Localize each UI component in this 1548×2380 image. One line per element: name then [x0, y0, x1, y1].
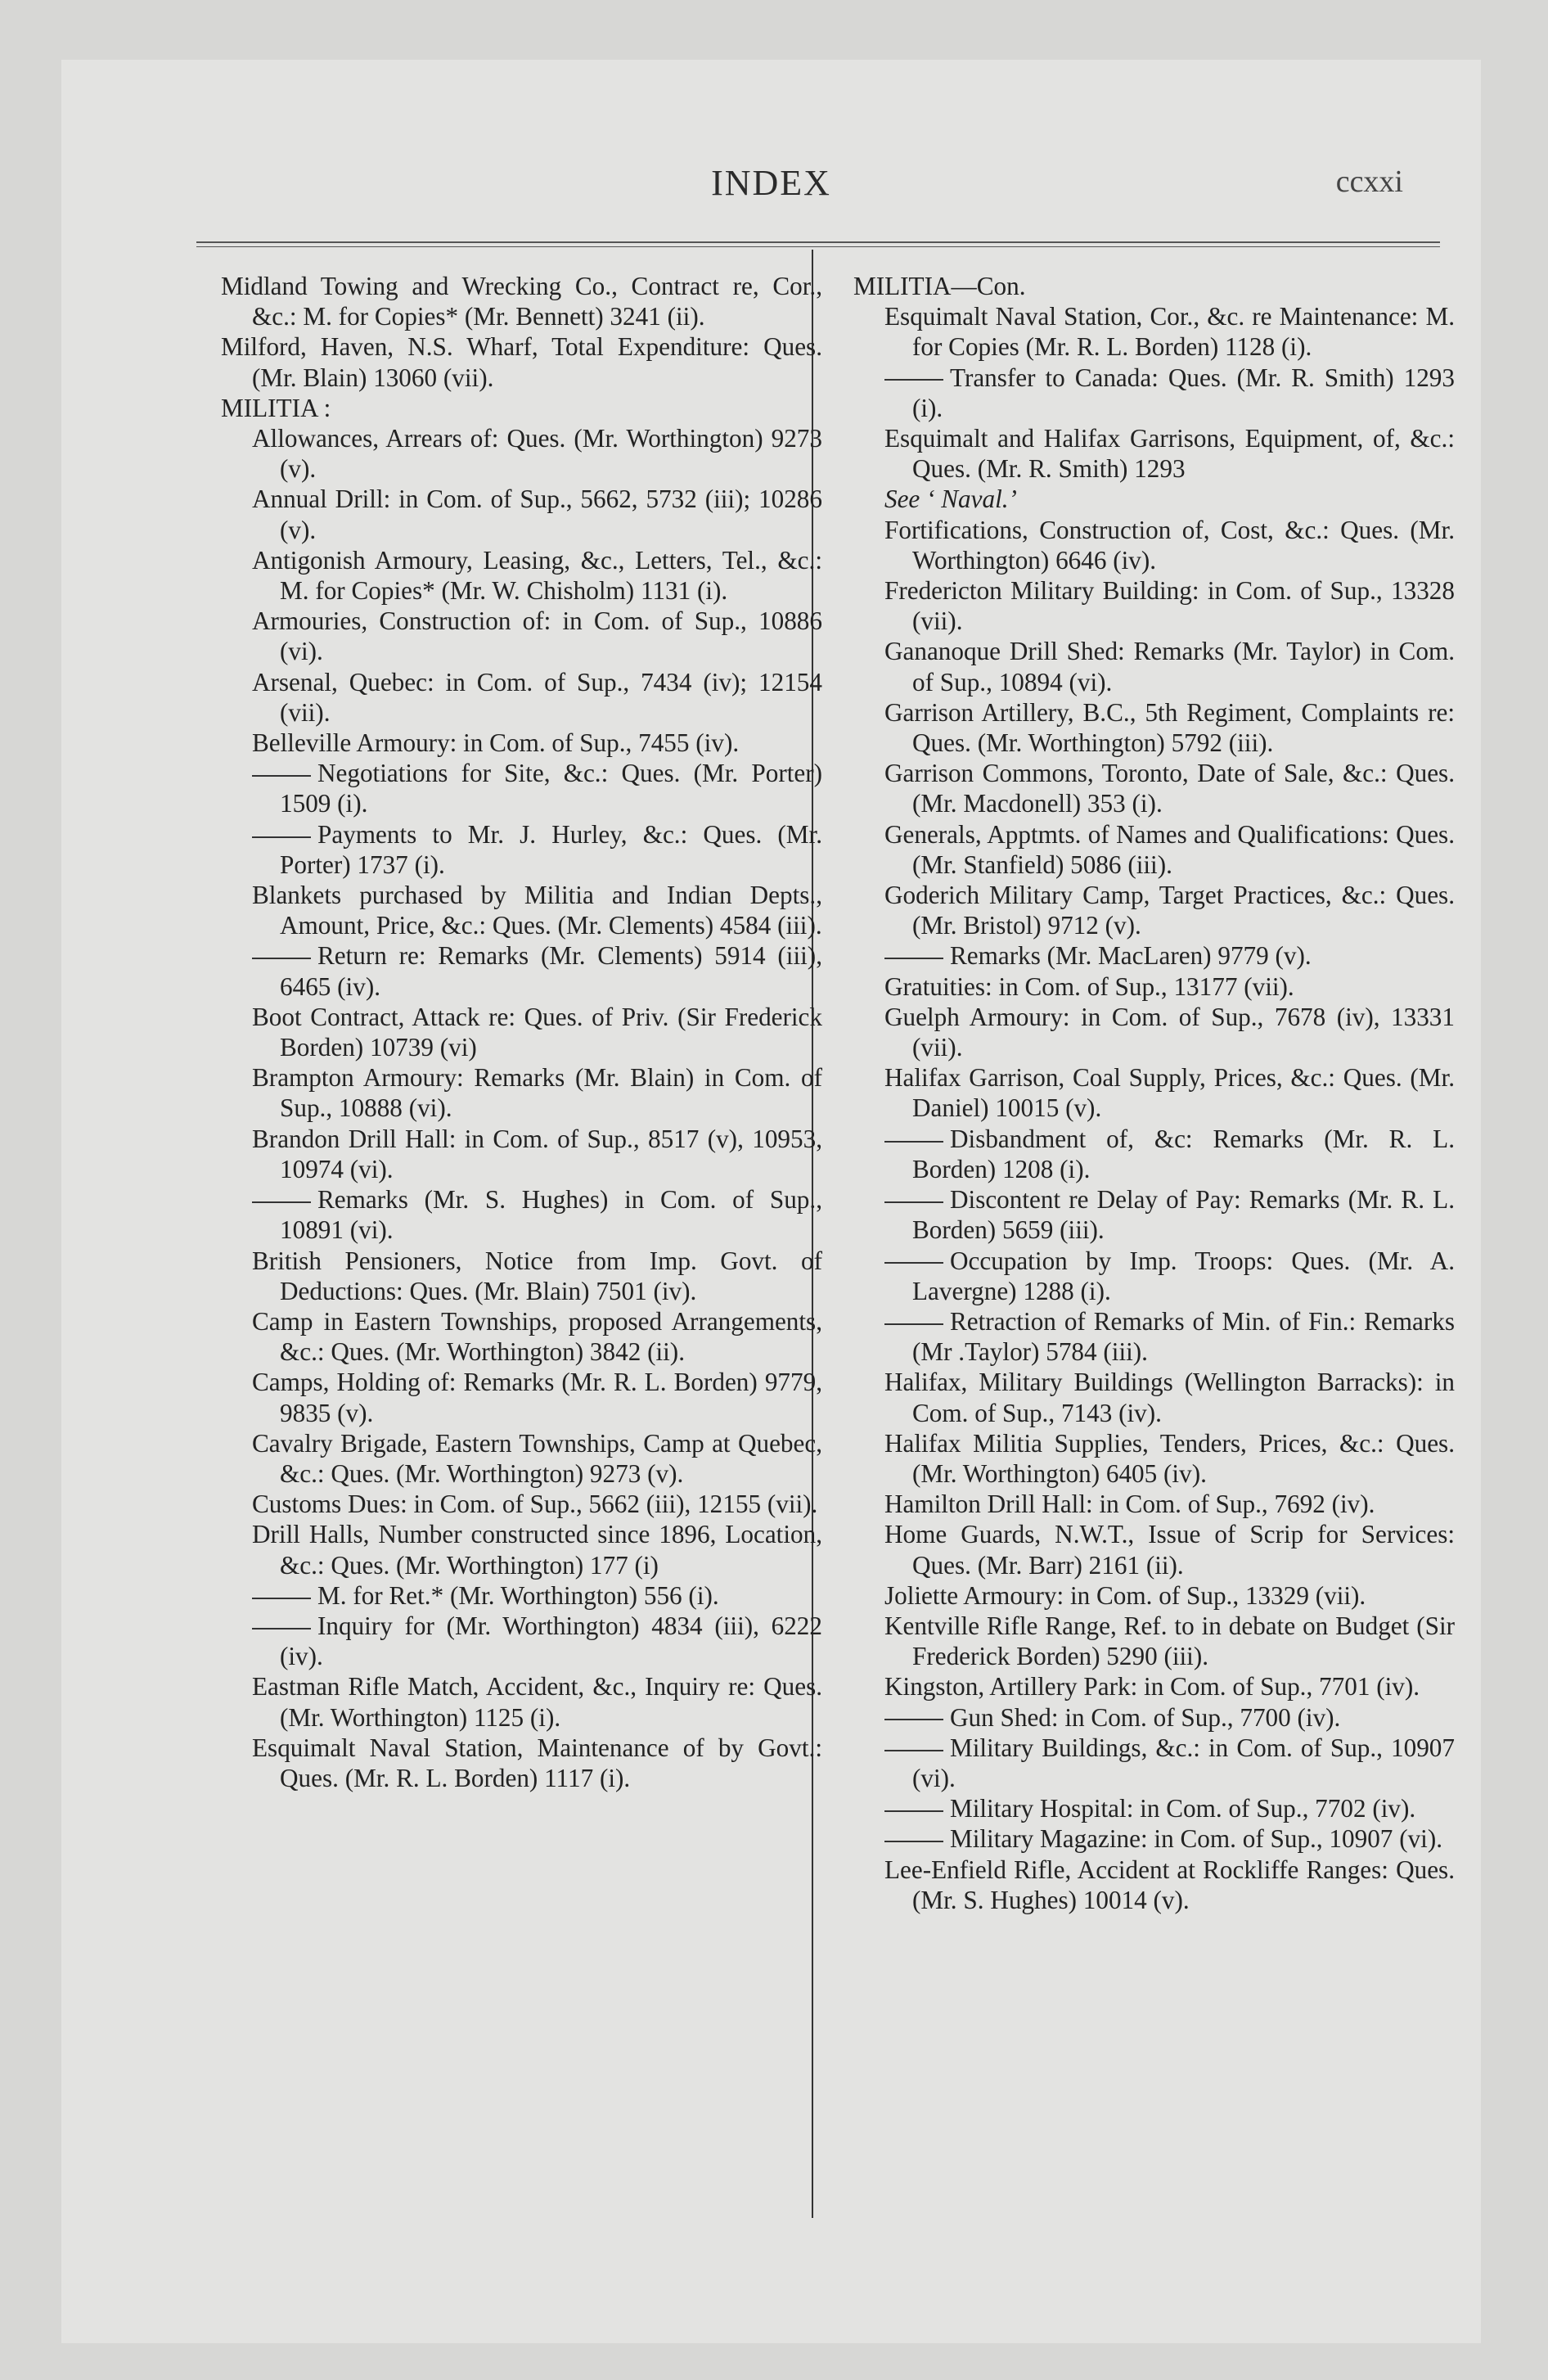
entry-text: Antigonish Armoury, Leasing, &c., Letters, Tel., &c.: M. for Copies* (Mr. W. Chisholm) 1131 (i).	[252, 545, 822, 606]
entry-text: Annual Drill: in Com. of Sup., 5662, 5732 (iii); 10286 (v).	[252, 485, 822, 544]
entry-text: Disbandment of, &c: Remarks (Mr. R. L. Borden) 1208 (i).	[912, 1124, 1455, 1183]
entry-text: Military Buildings, &c.: in Com. of Sup., 10907 (vi).	[912, 1733, 1455, 1792]
index-subentry-continued	[221, 940, 822, 1001]
index-subentry	[221, 1671, 822, 1732]
index-subentry	[221, 880, 822, 940]
index-subentry-continued	[221, 1580, 822, 1611]
entry-text: Kentville Rifle Range, Ref. to in debate on Budget (Sir Frederick Borden) 5290 (iii).	[884, 1611, 1455, 1671]
index-subentry	[853, 423, 1455, 484]
entry-text: Hamilton Drill Hall: in Com. of Sup., 7692 (iv).	[884, 1490, 1375, 1519]
entry-text: Guelph Armoury: in Com. of Sup., 7678 (iv), 13331 (vii).	[884, 1002, 1455, 1062]
entry-text: Esquimalt Naval Station, Cor., &c. re Maintenance: M. for Copies (Mr. R. L. Borden) 1128 (i).	[884, 302, 1455, 362]
entry-text: See ‘ Naval.’	[884, 485, 1017, 514]
entry-text: Customs Dues: in Com. of Sup., 5662 (iii), 12155 (vii).	[252, 1490, 818, 1519]
index-subentry	[853, 1367, 1455, 1427]
entry-text: Milford, Haven, N.S. Wharf, Total Expenditure: Ques. (Mr. Blain) 13060 (vii).	[221, 332, 822, 392]
index-entry	[221, 331, 822, 392]
ditto-dash	[884, 1750, 943, 1751]
index-subentry-continued	[853, 1124, 1455, 1184]
index-subentry	[853, 1062, 1455, 1123]
index-subentry	[853, 880, 1455, 940]
index-subentry	[853, 575, 1455, 636]
index-subentry	[853, 1855, 1455, 1915]
entry-text: Camp in Eastern Townships, proposed Arrangements, &c.: Ques. (Mr. Worthington) 3842 (ii).	[252, 1306, 822, 1367]
entry-text: MILITIA—Con.	[853, 272, 1026, 300]
entry-text: Arsenal, Quebec: in Com. of Sup., 7434 (iv); 12154 (vii).	[252, 667, 822, 727]
entry-text: Occupation by Imp. Troops: Ques. (Mr. A. Lavergne) 1288 (i).	[912, 1246, 1455, 1305]
entry-text: Joliette Armoury: in Com. of Sup., 13329 (vii).	[884, 1580, 1366, 1610]
left-column	[221, 271, 822, 1793]
index-subentry-continued	[221, 1184, 822, 1245]
ditto-dash	[884, 1201, 943, 1203]
index-subentry-continued	[853, 1306, 1455, 1367]
section-heading	[853, 271, 1455, 301]
index-subentry	[221, 606, 822, 666]
entry-text: Retraction of Remarks of Min. of Fin.: Remarks (Mr .Taylor) 5784 (iii).	[912, 1306, 1455, 1367]
index-subentry	[221, 1062, 822, 1123]
index-page	[61, 60, 1481, 2343]
entry-text: Inquiry for (Mr. Worthington) 4834 (iii), 6222 (iv).	[280, 1611, 822, 1671]
index-subentry	[221, 1306, 822, 1367]
index-subentry	[221, 1489, 822, 1519]
ditto-dash	[884, 1810, 943, 1812]
index-subentry	[853, 758, 1455, 818]
entry-text: Fortifications, Construction of, Cost, &c.: Ques. (Mr. Worthington) 6646 (iv).	[884, 515, 1455, 575]
entry-text: Gun Shed: in Com. of Sup., 7700 (iv).	[950, 1702, 1341, 1732]
ditto-dash	[252, 1628, 311, 1629]
section-heading	[221, 393, 822, 423]
index-subentry	[853, 515, 1455, 575]
entry-text: Eastman Rifle Match, Accident, &c., Inquiry re: Ques. (Mr. Worthington) 1125 (i).	[252, 1672, 822, 1732]
entry-text: Garrison Commons, Toronto, Date of Sale, &c.: Ques. (Mr. Macdonell) 353 (i).	[884, 759, 1455, 818]
ditto-dash	[884, 958, 943, 959]
entry-text: Remarks (Mr. S. Hughes) in Com. of Sup., 10891 (vi).	[280, 1185, 822, 1245]
entry-text: Esquimalt Naval Station, Maintenance of by Govt.: Ques. (Mr. R. L. Borden) 1117 (i).	[252, 1733, 822, 1792]
index-subentry-continued	[221, 819, 822, 880]
header-rule-thin	[196, 246, 1440, 247]
page-number: ccxxi	[1335, 165, 1403, 199]
page-header	[61, 162, 1481, 211]
index-subentry-continued	[853, 1246, 1455, 1306]
entry-text: Halifax Garrison, Coal Supply, Prices, &c.: Ques. (Mr. Daniel) 10015 (v).	[884, 1063, 1455, 1123]
index-subentry	[221, 1367, 822, 1427]
entry-text: Gratuities: in Com. of Sup., 13177 (vii).	[884, 971, 1294, 1001]
index-subentry	[221, 1733, 822, 1793]
ditto-dash	[884, 1141, 943, 1143]
index-subentry	[221, 1246, 822, 1306]
entry-text: Negotiations for Site, &c.: Ques. (Mr. Porter) 1509 (i).	[280, 759, 822, 818]
entry-text: Military Hospital: in Com. of Sup., 7702 (iv).	[950, 1794, 1416, 1823]
ditto-dash	[884, 1841, 943, 1842]
index-subentry-continued	[853, 1733, 1455, 1793]
index-entry	[221, 271, 822, 331]
index-subentry	[853, 971, 1455, 1002]
page-title: INDEX	[711, 163, 831, 203]
ditto-dash	[884, 379, 943, 381]
entry-text: Midland Towing and Wrecking Co., Contract re, Cor., &c.: M. for Copies* (Mr. Bennett) 3241 (ii).	[221, 272, 822, 331]
index-subentry	[853, 636, 1455, 696]
entry-text: British Pensioners, Notice from Imp. Govt. of Deductions: Ques. (Mr. Blain) 7501 (iv).	[252, 1246, 822, 1305]
ditto-dash	[252, 775, 311, 777]
entry-text: Blankets purchased by Militia and Indian Depts., Amount, Price, &c.: Ques. (Mr. Clements) 4584 (iii).	[252, 881, 822, 940]
header-rule	[196, 241, 1440, 243]
entry-text: Halifax Militia Supplies, Tenders, Prices, &c.: Ques. (Mr. Worthington) 6405 (iv).	[884, 1428, 1455, 1488]
entry-text: Fredericton Military Building: in Com. of Sup., 13328 (vii).	[884, 576, 1455, 636]
index-subentry	[853, 697, 1455, 758]
index-subentry	[221, 1519, 822, 1580]
entry-text: Brampton Armoury: Remarks (Mr. Blain) in Com. of Sup., 10888 (vi).	[252, 1063, 822, 1123]
entry-text: Drill Halls, Number constructed since 1896, Location, &c.: Ques. (Mr. Worthington) 177 (i)	[252, 1520, 822, 1580]
entry-text: Camps, Holding of: Remarks (Mr. R. L. Borden) 9779, 9835 (v).	[252, 1368, 822, 1427]
index-subentry-continued	[853, 1184, 1455, 1245]
ditto-dash	[252, 958, 311, 959]
entry-text: M. for Ret.* (Mr. Worthington) 556 (i).	[317, 1580, 719, 1610]
index-subentry	[853, 1519, 1455, 1580]
entry-text: Boot Contract, Attack re: Ques. of Priv. (Sir Frederick Borden) 10739 (vi)	[252, 1002, 822, 1062]
index-subentry-continued	[221, 758, 822, 818]
index-subentry	[853, 1580, 1455, 1611]
index-subentry	[221, 423, 822, 484]
entry-text: Goderich Military Camp, Target Practices, &c.: Ques. (Mr. Bristol) 9712 (v).	[884, 881, 1455, 940]
index-subentry	[853, 301, 1455, 362]
ditto-dash	[884, 1262, 943, 1264]
index-subentry-continued	[221, 1611, 822, 1671]
index-subentry	[853, 819, 1455, 880]
entry-text: Allowances, Arrears of: Ques. (Mr. Worthington) 9273 (v).	[252, 424, 822, 484]
ditto-dash	[252, 1201, 311, 1203]
right-column	[853, 271, 1455, 1915]
ditto-dash	[884, 1719, 943, 1720]
index-subentry	[221, 728, 822, 758]
entry-text: Halifax, Military Buildings (Wellington Barracks): in Com. of Sup., 7143 (iv).	[884, 1368, 1455, 1427]
index-subentry	[221, 484, 822, 544]
entry-text: Discontent re Delay of Pay: Remarks (Mr. R. L. Borden) 5659 (iii).	[912, 1185, 1455, 1245]
entry-text: Gananoque Drill Shed: Remarks (Mr. Taylor) in Com. of Sup., 10894 (vi).	[884, 637, 1455, 696]
entry-text: MILITIA :	[221, 393, 331, 422]
entry-text: Armouries, Construction of: in Com. of Sup., 10886 (vi).	[252, 606, 822, 666]
entry-text: Kingston, Artillery Park: in Com. of Sup., 7701 (iv).	[884, 1672, 1420, 1702]
ditto-dash	[252, 836, 311, 838]
entry-text: Transfer to Canada: Ques. (Mr. R. Smith) 1293 (i).	[912, 363, 1455, 422]
entry-text: Return re: Remarks (Mr. Clements) 5914 (iii), 6465 (iv).	[280, 941, 822, 1001]
index-subentry	[221, 1124, 822, 1184]
ditto-dash	[884, 1323, 943, 1325]
index-subentry-continued	[853, 1793, 1455, 1823]
index-subentry	[853, 1428, 1455, 1489]
index-subentry	[221, 667, 822, 728]
entry-text: Belleville Armoury: in Com. of Sup., 7455 (iv).	[252, 728, 740, 758]
ditto-dash	[252, 1598, 311, 1599]
entry-text: Cavalry Brigade, Eastern Townships, Camp at Quebec, &c.: Ques. (Mr. Worthington) 9273 (v).	[252, 1428, 822, 1488]
index-subentry	[221, 1428, 822, 1489]
entry-text: Remarks (Mr. MacLaren) 9779 (v).	[950, 941, 1312, 971]
entry-text: Esquimalt and Halifax Garrisons, Equipment, of, &c.: Ques. (Mr. R. Smith) 1293	[884, 424, 1455, 484]
index-subentry-continued	[853, 363, 1455, 423]
index-subentry-continued	[853, 1702, 1455, 1733]
index-subentry	[853, 1671, 1455, 1702]
index-subentry	[853, 1002, 1455, 1062]
entry-text: Home Guards, N.W.T., Issue of Scrip for Services: Ques. (Mr. Barr) 2161 (ii).	[884, 1520, 1455, 1580]
entry-text: Payments to Mr. J. Hurley, &c.: Ques. (Mr. Porter) 1737 (i).	[280, 819, 822, 879]
cross-reference	[853, 484, 1455, 514]
entry-text: Military Magazine: in Com. of Sup., 10907 (vi).	[950, 1824, 1443, 1854]
index-subentry	[853, 1611, 1455, 1671]
index-subentry	[221, 545, 822, 606]
index-subentry	[853, 1489, 1455, 1519]
entry-text: Brandon Drill Hall: in Com. of Sup., 8517 (v), 10953, 10974 (vi).	[252, 1124, 822, 1183]
entry-text: Generals, Apptmts. of Names and Qualifications: Ques. (Mr. Stanfield) 5086 (iii).	[884, 819, 1455, 879]
index-subentry	[221, 1002, 822, 1062]
index-subentry-continued	[853, 1823, 1455, 1854]
entry-text: Lee-Enfield Rifle, Accident at Rockliffe Ranges: Ques. (Mr. S. Hughes) 10014 (v).	[884, 1855, 1455, 1914]
index-subentry-continued	[853, 940, 1455, 971]
entry-text: Garrison Artillery, B.C., 5th Regiment, Complaints re: Ques. (Mr. Worthington) 5792 (iii).	[884, 697, 1455, 758]
